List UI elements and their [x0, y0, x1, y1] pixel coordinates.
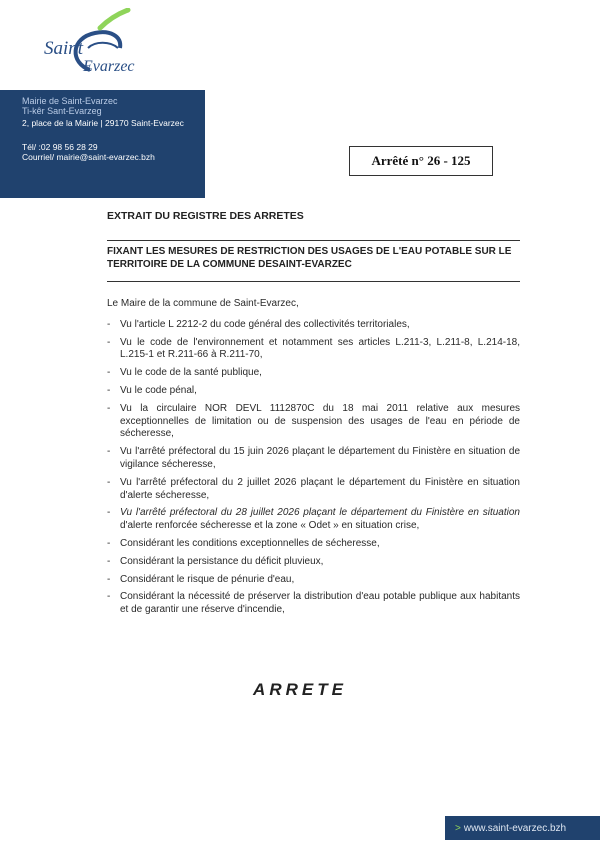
list-item: - Considérant les conditions exceptionnelles de sécheresse, — [107, 537, 380, 549]
list-item: - Vu l'arrêté préfectoral du 15 juin 2026 plaçant le département du Finistère en situation de vigilance sécheresse, — [107, 446, 520, 470]
consideration-text: Vu le code de la santé publique, — [120, 367, 262, 379]
list-item: - Vu l'arrêté préfectoral du 28 juillet 2026 plaçant le département du Finistère en situation d'alerte renforcée sécheresse et la zone « Odet » en situation crise, — [107, 507, 520, 532]
mairie-address: 2, place de la Mairie | 29170 Saint-Evarzec — [22, 118, 184, 128]
arrete-number-box: Arrêté n° 26 - 125 — [349, 146, 493, 176]
extract-title: EXTRAIT DU REGISTRE DES ARRETES — [107, 210, 304, 222]
consideration-text: Vu l'arrêté préfectoral du 15 juin 2026 plaçant le département du Finistère en situation de vigilance sécheresse, — [120, 446, 520, 470]
mairie-breton-name: Ti-kêr Sant-Evarzeg — [22, 106, 102, 116]
list-item: - Vu le code de la santé publique, — [107, 367, 262, 379]
intro-line: Le Maire de la commune de Saint-Evarzec, — [107, 298, 299, 309]
consideration-text: Considérant le risque de pénurie d'eau, — [120, 573, 295, 585]
consideration-text: Considérant la nécessité de préserver la distribution d'eau potable publique aux habitants et de garantir une réserve d'incendie, — [120, 591, 520, 616]
arrete-heading: ARRETE — [253, 680, 347, 699]
consideration-text: Considérant la persistance du déficit pluvieux, — [120, 555, 324, 567]
consideration-text: Vu le code de l'environnement et notamment ses articles L.211-3, L.211-8, L.214-18, L.215-1 et R.211-66 à R.211-70, — [120, 336, 520, 361]
list-item: - Vu l'arrêté préfectoral du 2 juillet 2026 plaçant le département du Finistère en situation d'alerte sécheresse, — [107, 476, 520, 501]
consideration-text: Vu l'arrêté préfectoral du 2 juillet 2026 plaçant le département du Finistère en situation d'alerte sécheresse, — [120, 476, 520, 501]
consideration-text: Vu l'article L 2212-2 du code général des collectivités territoriales, — [120, 318, 410, 330]
consideration-text: Vu la circulaire NOR DEVL 1112870C du 18 mai 2011 relative aux mesures exceptionnelles de limitation ou de suspension des usages de l'eau en période de sécheresse, — [120, 402, 520, 440]
list-item: - Vu l'article L 2212-2 du code général des collectivités territoriales, — [107, 318, 410, 330]
logo-evarzec-text: Evarzec — [83, 58, 135, 75]
list-item: - Considérant la persistance du déficit pluvieux, — [107, 555, 324, 567]
document-subject: FIXANT LES MESURES DE RESTRICTION DES USAGES DE L'EAU POTABLE SUR LE TERRITOIRE DE LA COMMUNE DESAINT-EVARZEC — [107, 246, 512, 270]
website-footer[interactable] — [445, 816, 600, 840]
contact-panel — [0, 90, 205, 198]
logo — [0, 0, 205, 90]
divider-top — [107, 240, 520, 241]
divider-bottom — [107, 281, 520, 282]
consideration-text: Vu l'arrêté préfectoral du 28 juillet 2026 plaçant le département du Finistère en situation — [120, 507, 520, 519]
arrow-icon: > — [455, 822, 461, 834]
list-item: - Vu la circulaire NOR DEVL 1112870C du 18 mai 2011 relative aux mesures exceptionnelles de limitation ou de suspension des usages de l'eau en période de sécheresse, — [107, 402, 520, 440]
list-item: - Vu le code de l'environnement et notamment ses articles L.211-3, L.211-8, L.214-18, L.215-1 et R.211-66 à R.211-70, — [107, 336, 520, 361]
consideration-text: Considérant les conditions exceptionnelles de sécheresse, — [120, 537, 380, 549]
list-item: - Considérant la nécessité de préserver la distribution d'eau potable publique aux habitants et de garantir une réserve d'incendie, — [107, 591, 520, 616]
consideration-text: Vu le code pénal, — [120, 384, 197, 396]
mairie-phone: Tél/ :02 98 56 28 29 — [22, 142, 98, 152]
document-body — [107, 298, 520, 622]
logo-saint-text: Saint — [44, 38, 84, 59]
consideration-text-continued: d'alerte renforcée sécheresse et la zone « Odet » en situation crise, — [120, 520, 420, 532]
mairie-email: Courriel/ mairie@saint-evarzec.bzh — [22, 152, 155, 162]
considerations-list — [107, 319, 520, 617]
list-item: - Vu le code pénal, — [107, 384, 197, 396]
list-item: - Considérant le risque de pénurie d'eau, — [107, 573, 295, 585]
website-url[interactable]: www.saint-evarzec.bzh — [463, 822, 567, 834]
mairie-name: Mairie de Saint-Evarzec — [22, 96, 118, 106]
